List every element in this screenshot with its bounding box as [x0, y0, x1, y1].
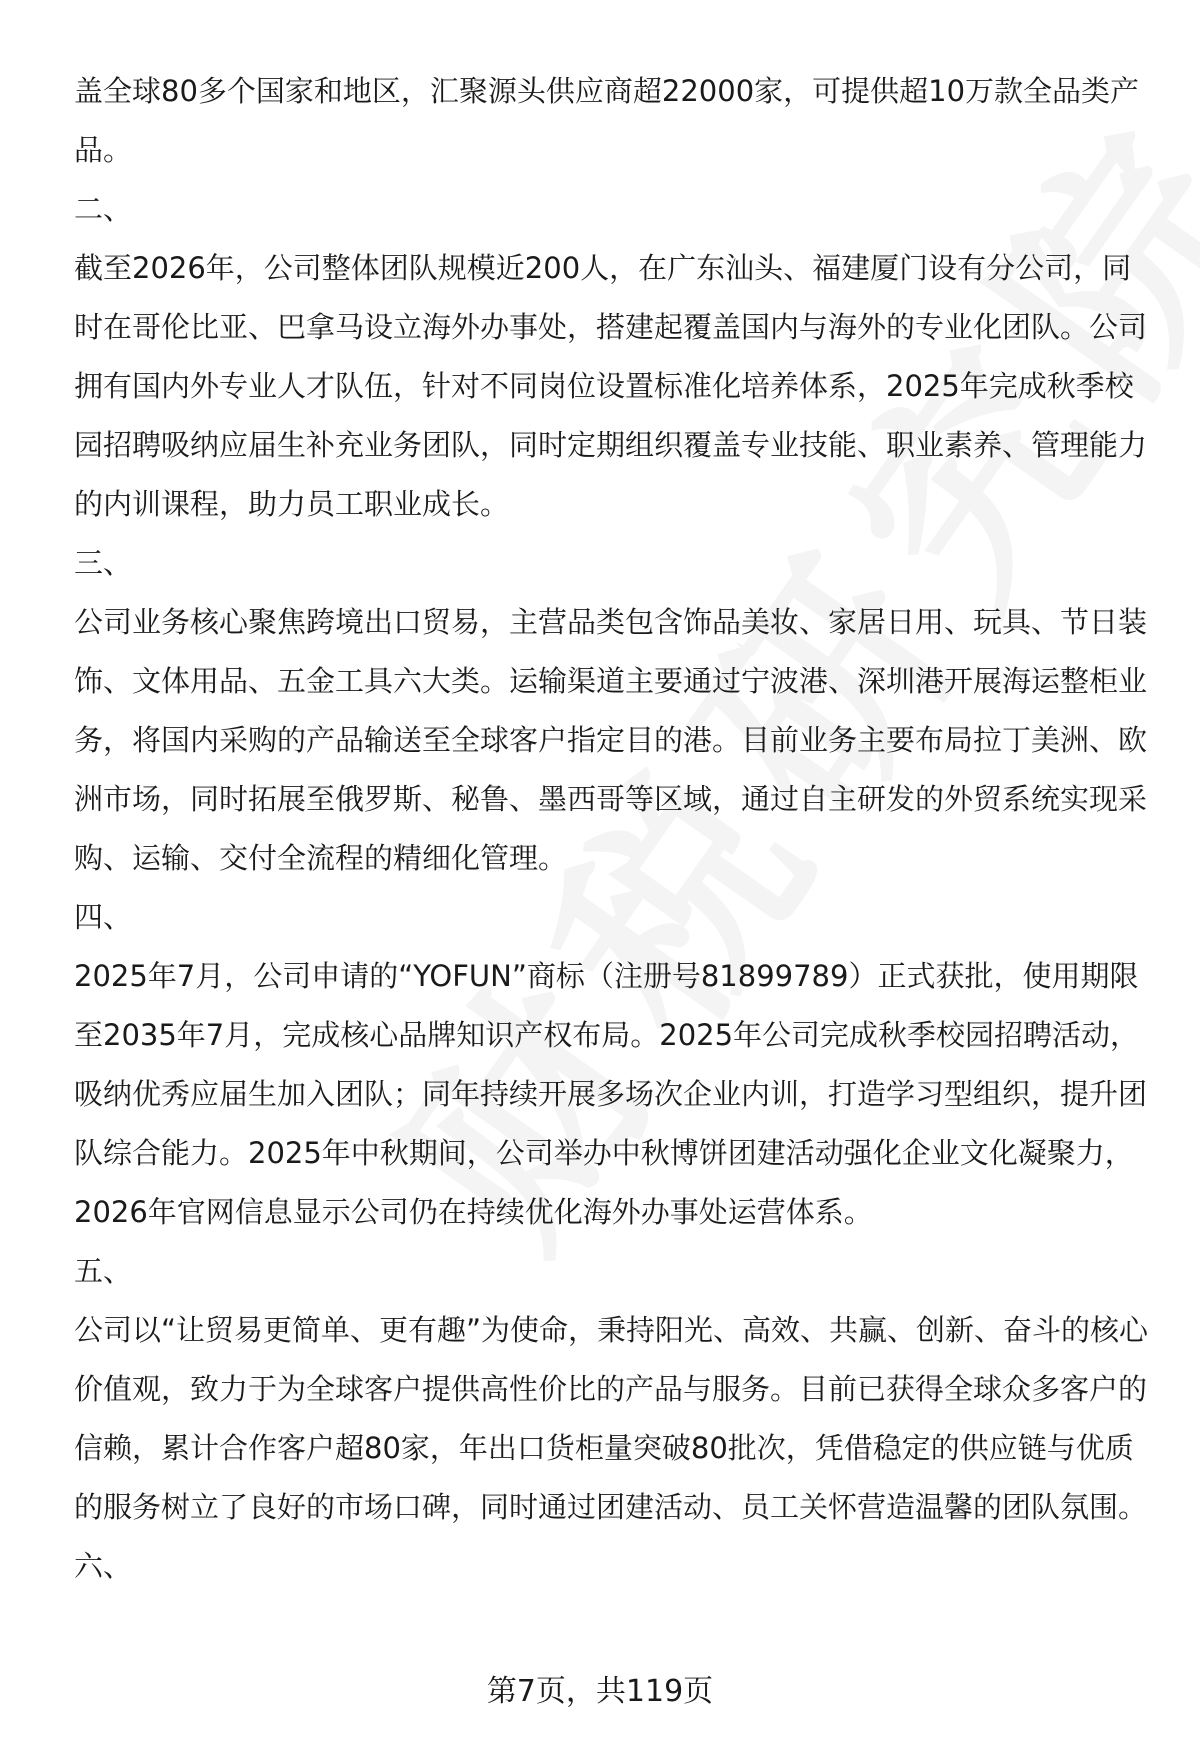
paragraph-section-4: 2025年7月，公司申请的“YOFUN”商标（注册号81899789）正式获批，使用期限至2035年7月，完成核心品牌知识产权布局。2025年公司完成秋季校园招聘活动，吸纳优秀应届生加入团队；同年持续开展多场次企业内训，打造学习型组织，提升团队综合能力。2025年中秋期间，公司举办中秋博饼团建活动强化企业文化凝聚力，2026年官网信息显示公司仍在持续优化海外办事处运营体系。: [74, 959, 1148, 1229]
paragraph-section-3: 公司业务核心聚焦跨境出口贸易，主营品类包含饰品美妆、家居日用、玩具、节日装饰、文体用品、五金工具六大类。运输渠道主要通过宁波港、深圳港开展海运整柜业务，将国内采购的产品输送至全球客户指定目的港。目前业务主要布局拉丁美洲、欧洲市场，同时拓展至俄罗斯、秘鲁、墨西哥等区域，通过自主研发的外贸系统实现采购、运输、交付全流程的精细化管理。: [74, 605, 1148, 875]
section-heading-4: 四、: [74, 900, 133, 934]
section-heading-2: 二、: [74, 192, 133, 226]
paragraph-intro-continued: 盖全球80多个国家和地区，汇聚源头供应商超22000家，可提供超10万款全品类产品。: [74, 74, 1140, 167]
section-heading-5: 五、: [74, 1254, 133, 1288]
section-heading-3: 三、: [74, 546, 133, 580]
paragraph-section-2: 截至2026年，公司整体团队规模近200人，在广东汕头、福建厦门设有分公司，同时在哥伦比亚、巴拿马设立海外办事处，搭建起覆盖国内与海外的专业化团队。公司拥有国内外专业人才队伍，针对不同岗位设置标准化培养体系，2025年完成秋季校园招聘吸纳应届生补充业务团队，同时定期组织覆盖专业技能、职业素养、管理能力的内训课程，助力员工职业成长。: [74, 251, 1148, 521]
page-number-footer: 第7页，共119页: [486, 1674, 714, 1709]
document-body: [74, 62, 1154, 1596]
paragraph-section-5: 公司以“让贸易更简单、更有趣”为使命，秉持阳光、高效、共赢、创新、奋斗的核心价值观，致力于为全球客户提供高性价比的产品与服务。目前已获得全球众多客户的信赖，累计合作客户超80家，年出口货柜量突破80批次，凭借稳定的供应链与优质的服务树立了良好的市场口碑，同时通过团建活动、员工关怀营造温馨的团队氛围。: [74, 1313, 1149, 1524]
section-heading-6: 六、: [74, 1549, 133, 1583]
